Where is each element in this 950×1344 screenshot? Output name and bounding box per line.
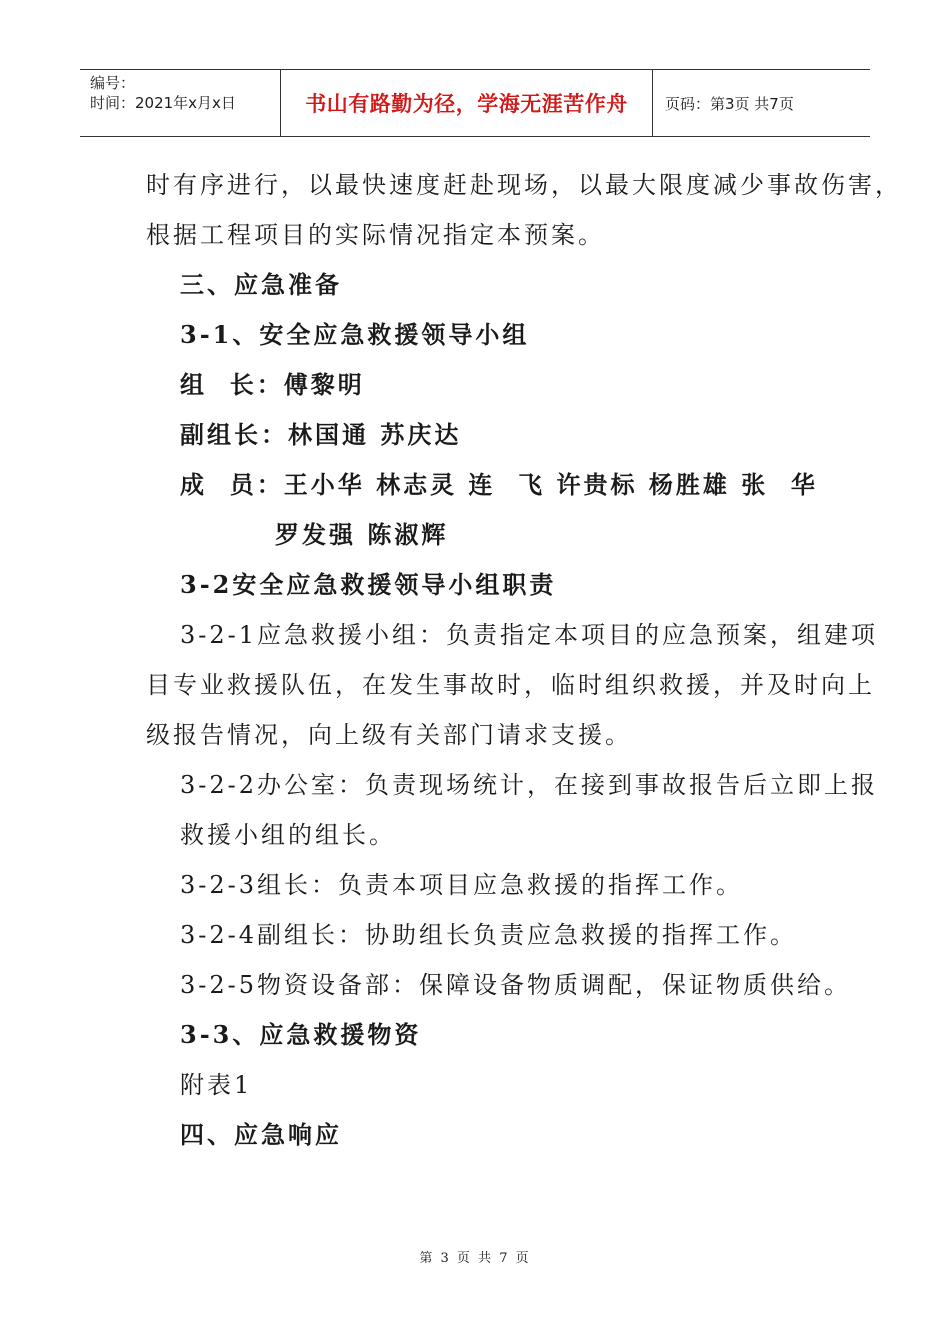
team-deputy: 副组长：林国通 苏庆达: [180, 420, 462, 449]
team-members-continued: 罗发强 陈淑辉: [275, 520, 449, 549]
section-heading: 四、应急响应: [180, 1120, 342, 1149]
subsection-heading: 3-1、安全应急救援领导小组: [180, 320, 530, 349]
header-page-info: 页码：第3页 共7页: [665, 94, 794, 113]
appendix-reference: 附表1: [180, 1071, 253, 1099]
page-footer: 第 3 页 共 7 页: [419, 1251, 531, 1266]
team-members: 成 员：王小华 林志灵 连 飞 许贵标 杨胜雄 张 华: [180, 470, 818, 499]
body-line: 时有序进行，以最快速度赶赴现场，以最大限度减少事故伤害，: [146, 171, 902, 199]
section-heading: 三、应急准备: [180, 270, 342, 299]
body-line: 目专业救援队伍，在发生事故时，临时组织救援，并及时向上: [146, 671, 875, 699]
body-line: 3-2-4副组长：协助组长负责应急救援的指挥工作。: [180, 921, 798, 949]
subsection-heading: 3-2安全应急救援领导小组职责: [180, 570, 557, 599]
subsection-heading: 3-3、应急救援物资: [180, 1020, 422, 1049]
header-meta-cell: [80, 70, 281, 136]
body-line: 救援小组的组长。: [180, 821, 396, 849]
body-line: 根据工程项目的实际情况指定本预案。: [146, 221, 605, 249]
body-line: 3-2-2办公室：负责现场统计，在接到事故报告后立即上报: [180, 771, 879, 799]
body-line: 级报告情况，向上级有关部门请求支援。: [146, 721, 632, 749]
team-leader: 组 长：傅黎明: [180, 370, 365, 399]
body-line: 3-2-1应急救援小组：负责指定本项目的应急预案，组建项: [180, 621, 879, 649]
header-page-cell: [653, 70, 870, 136]
body-line: 3-2-3组长：负责本项目应急救援的指挥工作。: [180, 871, 744, 899]
header-motto-cell: [281, 70, 653, 136]
page-header: [80, 69, 870, 137]
document-time: 时间：2021年x月x日: [90, 94, 236, 112]
document-number-label: 编号：: [90, 74, 136, 92]
header-motto: 书山有路勤为径，学海无涯苦作舟: [305, 92, 628, 116]
body-line: 3-2-5物资设备部：保障设备物质调配，保证物质供给。: [180, 971, 852, 999]
